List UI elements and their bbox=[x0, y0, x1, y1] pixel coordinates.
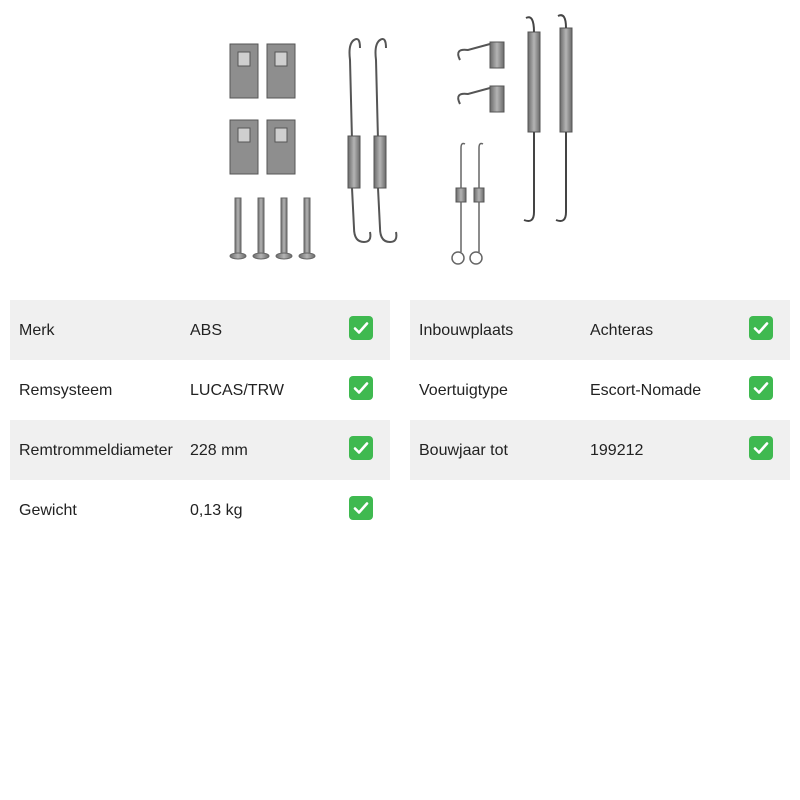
spec-value: ABS bbox=[190, 322, 223, 339]
product-image bbox=[220, 8, 590, 273]
check-mark-icon bbox=[749, 316, 773, 340]
spec-value: 0,13 kg bbox=[190, 502, 243, 519]
spec-label: Voertuigtype bbox=[419, 382, 508, 399]
spec-value: LUCAS/TRW bbox=[190, 382, 284, 399]
spec-table-right bbox=[410, 300, 790, 480]
spec-table-left bbox=[10, 300, 390, 540]
spec-row-remtrommeldiameter bbox=[10, 420, 390, 480]
check-mark-icon bbox=[349, 436, 373, 460]
spec-value: 199212 bbox=[590, 442, 644, 459]
check-mark-icon bbox=[749, 436, 773, 460]
spec-value: 228 mm bbox=[190, 442, 248, 459]
spec-label: Remtrommeldiameter bbox=[19, 442, 173, 459]
check-mark-icon bbox=[749, 376, 773, 400]
spec-row-remsysteem bbox=[10, 360, 390, 420]
spec-row-merk bbox=[10, 300, 390, 360]
spec-label: Merk bbox=[19, 322, 55, 339]
spec-row-voertuigtype bbox=[410, 360, 790, 420]
spec-label: Bouwjaar tot bbox=[419, 442, 508, 459]
spec-row-gewicht bbox=[10, 480, 390, 540]
spec-label: Inbouwplaats bbox=[419, 322, 514, 339]
adjuster-spring-icon bbox=[458, 44, 490, 104]
check-mark-icon bbox=[349, 496, 373, 520]
hold-down-pin-icon bbox=[230, 198, 315, 259]
spec-label: Remsysteem bbox=[19, 382, 113, 399]
spec-value: Achteras bbox=[590, 322, 654, 339]
retaining-clip-icon bbox=[230, 44, 295, 174]
check-mark-icon bbox=[349, 376, 373, 400]
check-mark-icon bbox=[349, 316, 373, 340]
spec-row-bouwjaar-tot bbox=[410, 420, 790, 480]
spec-row-inbouwplaats bbox=[410, 300, 790, 360]
spec-value: Escort-Nomade bbox=[590, 382, 702, 399]
spec-label: Gewicht bbox=[19, 502, 77, 519]
